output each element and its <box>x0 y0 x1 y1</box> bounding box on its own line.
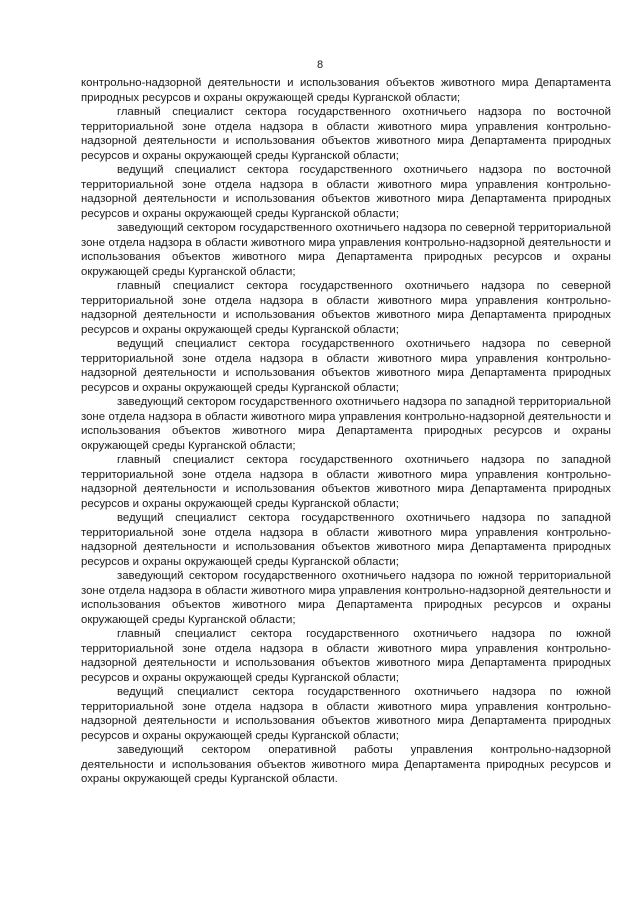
paragraph: главный специалист сектора государственного охотничьего надзора по восточной территориальной зоне отдела надзора в области животного мира управления контрольно-надзорной деятельности и использования объектов животного мира Департамента природных ресурсов и охраны окружающей среды Курганской области; <box>81 106 611 162</box>
paragraph: заведующий сектором государственного охотничьего надзора по южной территориальной зоне отдела надзора в области животного мира управления контрольно-надзорной деятельности и использования объектов животного мира Департамента природных ресурсов и охраны окружающей среды Курганской области; <box>81 570 611 626</box>
paragraph: заведующий сектором оперативной работы управления контрольно-надзорной деятельности и использования объектов животного мира Департамента природных ресурсов и охраны окружающей среды Курганской области. <box>81 744 611 785</box>
paragraph: ведущий специалист сектора государственного охотничьего надзора по северной территориальной зоне отдела надзора в области животного мира управления контрольно-надзорной деятельности и использования объектов животного мира Департамента природных ресурсов и охраны окружающей среды Курганской области; <box>81 338 611 394</box>
paragraph-continuation: контрольно-надзорной деятельности и использования объектов животного мира Департамента природных ресурсов и охраны окружающей среды Курганской области; <box>81 77 611 104</box>
page-number: 8 <box>316 59 324 71</box>
paragraph: ведущий специалист сектора государственного охотничьего надзора по южной территориальной зоне отдела надзора в области животного мира управления контрольно-надзорной деятельности и использования объектов животного мира Департамента природных ресурсов и охраны окружающей среды Курганской области; <box>81 686 611 742</box>
document-body <box>81 76 611 787</box>
paragraph: главный специалист сектора государственного охотничьего надзора по западной территориальной зоне отдела надзора в области животного мира управления контрольно-надзорной деятельности и использования объектов животного мира Департамента природных ресурсов и охраны окружающей среды Курганской области; <box>81 454 611 510</box>
paragraph: главный специалист сектора государственного охотничьего надзора по южной территориальной зоне отдела надзора в области животного мира управления контрольно-надзорной деятельности и использования объектов животного мира Департамента природных ресурсов и охраны окружающей среды Курганской области; <box>81 628 611 684</box>
paragraph: ведущий специалист сектора государственного охотничьего надзора по восточной территориальной зоне отдела надзора в области животного мира управления контрольно-надзорной деятельности и использования объектов животного мира Департамента природных ресурсов и охраны окружающей среды Курганской области; <box>81 164 611 220</box>
paragraph: главный специалист сектора государственного охотничьего надзора по северной территориальной зоне отдела надзора в области животного мира управления контрольно-надзорной деятельности и использования объектов животного мира Департамента природных ресурсов и охраны окружающей среды Курганской области; <box>81 280 611 336</box>
paragraph: ведущий специалист сектора государственного охотничьего надзора по западной территориальной зоне отдела надзора в области животного мира управления контрольно-надзорной деятельности и использования объектов животного мира Департамента природных ресурсов и охраны окружающей среды Курганской области; <box>81 512 611 568</box>
paragraph: заведующий сектором государственного охотничьего надзора по западной территориальной зоне отдела надзора в области животного мира управления контрольно-надзорной деятельности и использования объектов животного мира Департамента природных ресурсов и охраны окружающей среды Курганской области; <box>81 396 611 452</box>
paragraph: заведующий сектором государственного охотничьего надзора по северной территориальной зоне отдела надзора в области животного мира управления контрольно-надзорной деятельности и использования объектов животного мира Департамента природных ресурсов и охраны окружающей среды Курганской области; <box>81 222 611 278</box>
